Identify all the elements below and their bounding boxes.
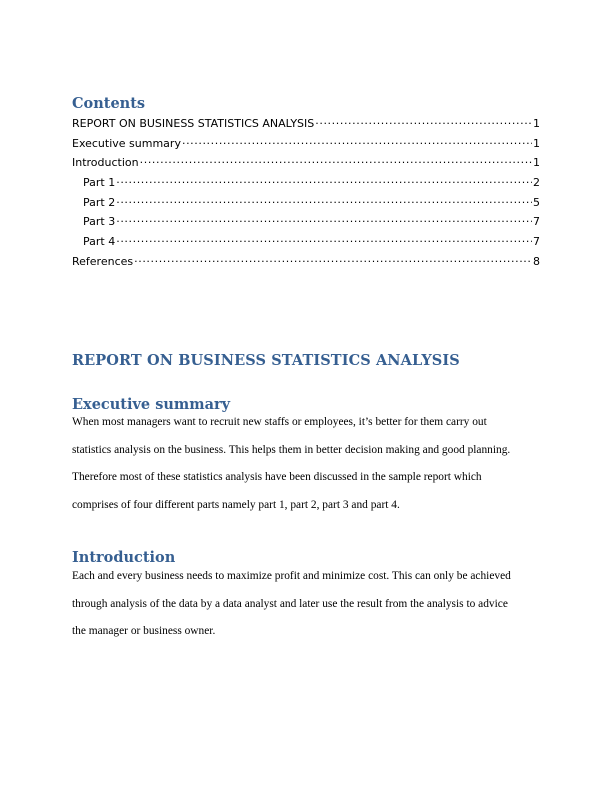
toc-entry-label: Part 1 — [83, 176, 116, 190]
paragraph-line: through analysis of the data by a data analyst and later use the result from the analysis to advice — [72, 597, 508, 610]
paragraph-line: comprises of four different parts namely part 1, part 2, part 3 and part 4. — [72, 498, 400, 511]
toc-entry-page: 2 — [533, 176, 540, 190]
toc-entry-page: 7 — [533, 215, 540, 229]
toc-entry[interactable] — [72, 252, 540, 272]
toc-entry-page: 1 — [533, 117, 540, 130]
toc-entry-label: Executive summary — [72, 136, 181, 150]
table-of-contents — [72, 114, 540, 272]
toc-entry-page: 5 — [533, 195, 540, 209]
toc-entry-label: REPORT ON BUSINESS STATISTICS ANALYSIS — [72, 117, 315, 130]
executive-summary-paragraph — [72, 409, 552, 519]
toc-leader-dots — [315, 114, 532, 127]
paragraph-line: Therefore most of these statistics analysis have been discussed in the sample report which — [72, 471, 482, 484]
paragraph-line: the manager or business owner. — [72, 625, 216, 638]
paragraph-line: statistics analysis on the business. This helps them in better decision making and good planning. — [72, 443, 511, 456]
toc-entry[interactable] — [72, 114, 540, 134]
introduction-paragraph — [72, 563, 552, 646]
toc-entry-label: Introduction — [72, 156, 139, 170]
report-title: REPORT ON BUSINESS STATISTICS ANALYSIS — [72, 352, 460, 369]
toc-entry-page: 7 — [533, 235, 540, 249]
toc-leader-dots — [116, 232, 532, 245]
toc-leader-dots — [116, 212, 532, 225]
toc-entry-page: 8 — [533, 254, 540, 268]
toc-entry-label: Part 3 — [83, 215, 116, 229]
toc-entry[interactable] — [72, 193, 540, 213]
paragraph-line: When most managers want to recruit new staffs or employees, it’s better for them carry out — [72, 416, 487, 428]
toc-leader-dots — [116, 173, 532, 186]
toc-entry-label: References — [72, 254, 134, 268]
toc-leader-dots — [134, 252, 532, 265]
toc-leader-dots — [182, 134, 532, 147]
introduction-heading: Introduction — [72, 549, 176, 566]
contents-heading: Contents — [72, 95, 146, 112]
toc-entry[interactable] — [72, 153, 540, 173]
toc-entry-page: 1 — [533, 136, 540, 150]
paragraph-line: Each and every business needs to maximize profit and minimize cost. This can only be achieved — [72, 570, 511, 582]
toc-entry[interactable] — [72, 173, 540, 193]
toc-entry[interactable] — [72, 212, 540, 232]
toc-entry[interactable] — [72, 134, 540, 154]
toc-entry[interactable] — [72, 232, 540, 252]
toc-entry-label: Part 2 — [83, 195, 116, 209]
executive-summary-heading: Executive summary — [72, 396, 231, 413]
toc-leader-dots — [140, 153, 532, 166]
toc-entry-page: 1 — [533, 156, 540, 170]
toc-entry-label: Part 4 — [83, 235, 116, 249]
toc-leader-dots — [116, 193, 532, 206]
